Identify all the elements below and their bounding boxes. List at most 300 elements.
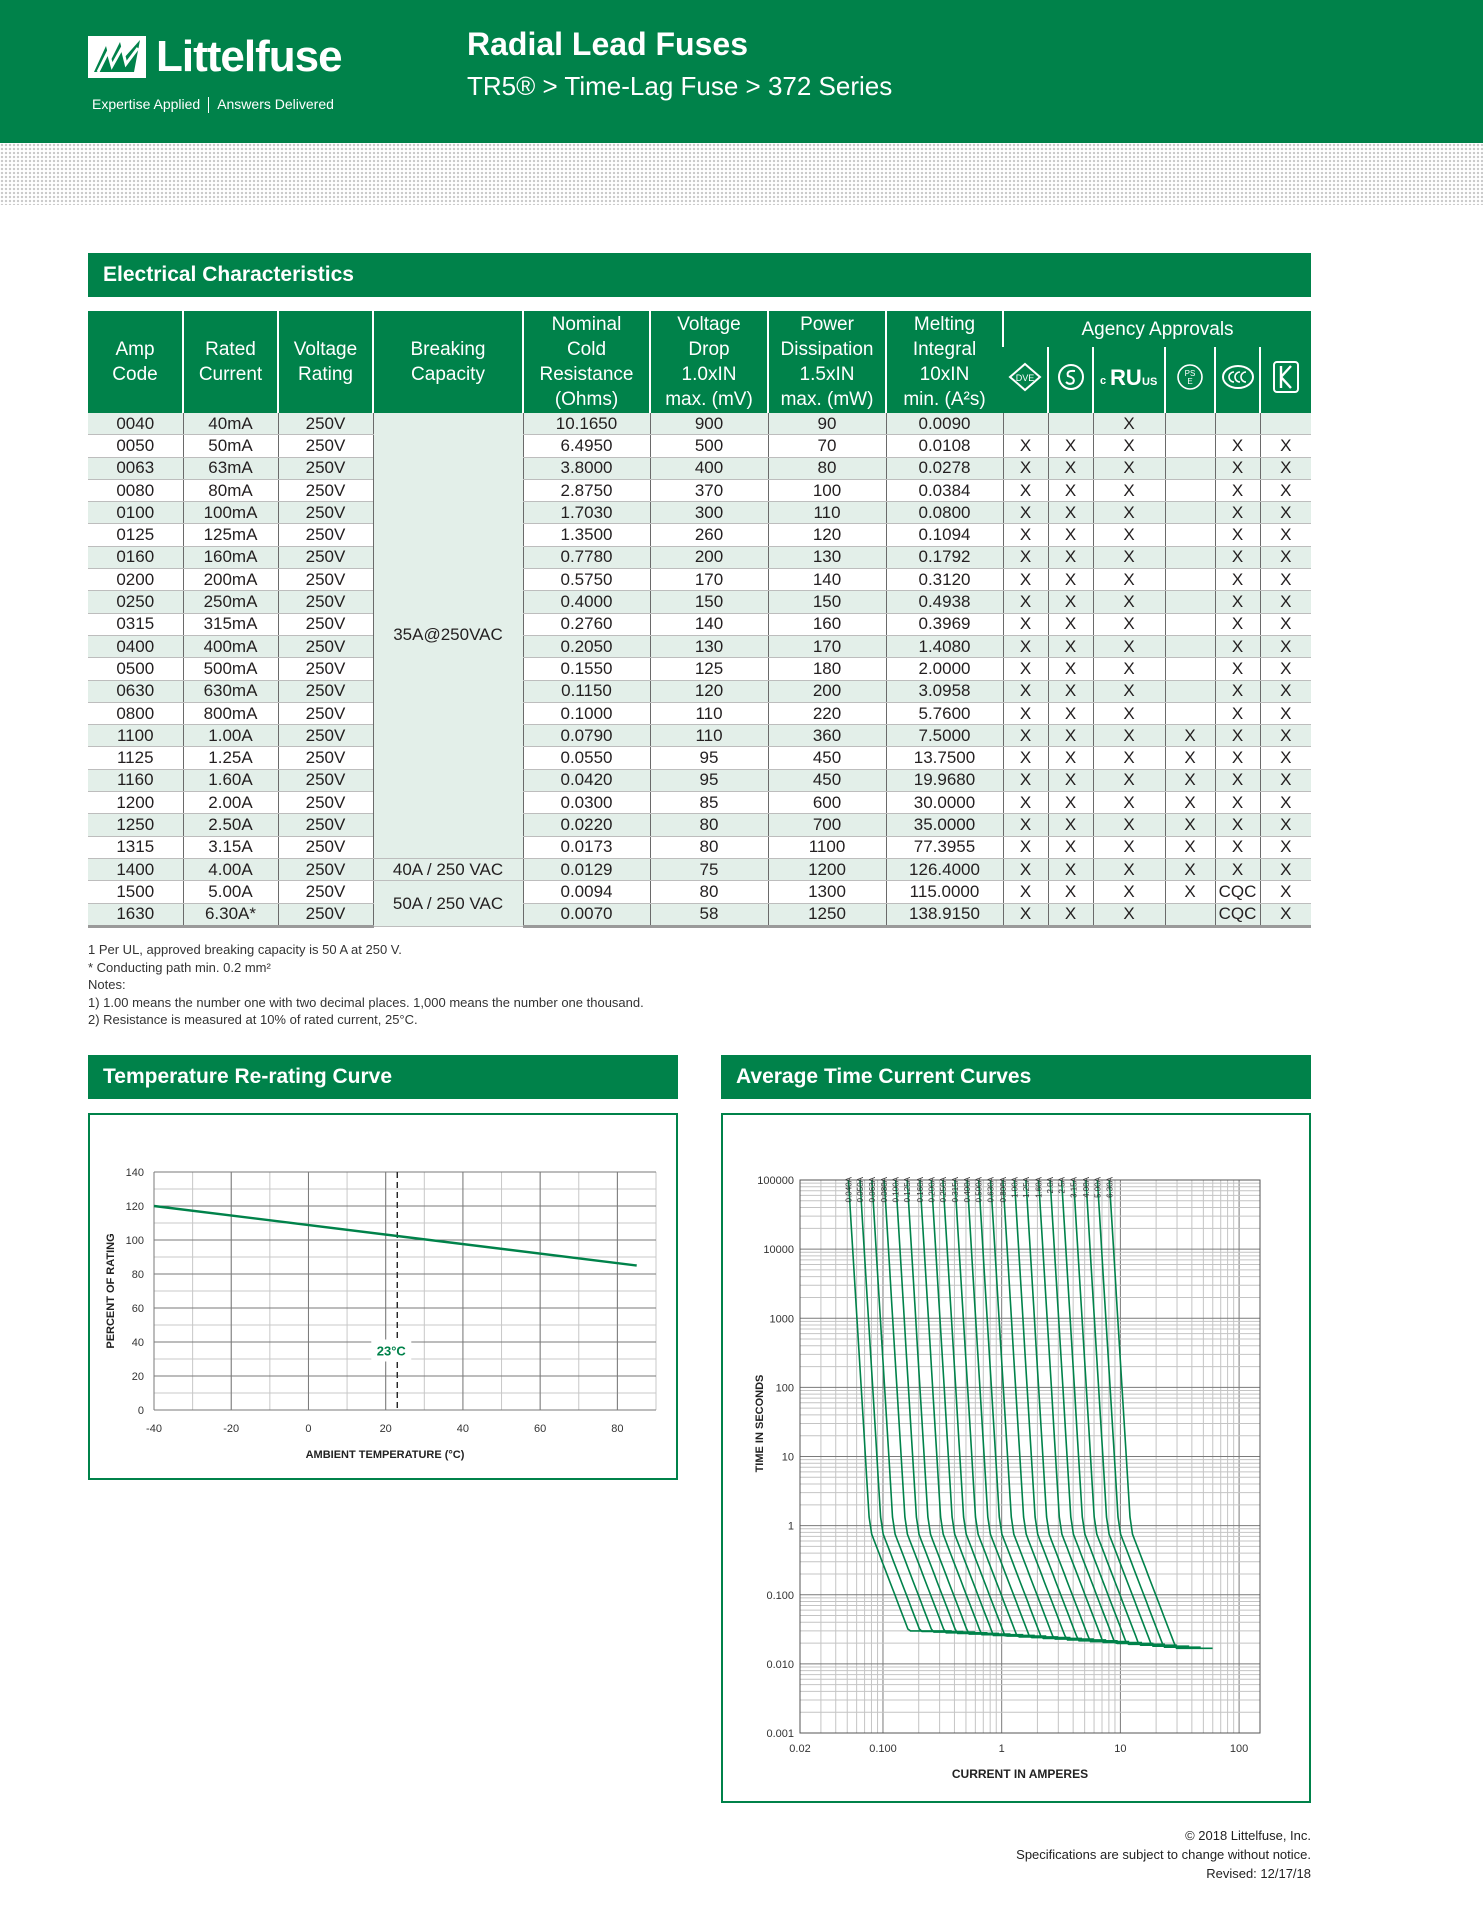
change-notice: Specifications are subject to change without notice.	[1016, 1847, 1311, 1862]
y-tick-label: 0	[137, 1405, 144, 1417]
approval-ccc-cell: X	[1215, 479, 1260, 501]
electrical-characteristics-table	[88, 311, 1311, 928]
rated-current-cell: 800mA	[183, 702, 278, 724]
voltage-rating-cell: 250V	[278, 413, 373, 435]
x-axis-label: AMBIENT TEMPERATURE (°C)	[305, 1449, 465, 1461]
amp-code-cell: 1200	[88, 792, 183, 814]
power-dissipation-cell: 130	[768, 546, 886, 568]
approval-semko-cell: X	[1048, 658, 1093, 680]
electrical-section-title: Electrical Characteristics	[88, 253, 1311, 297]
y-tick-label: 0.001	[766, 1728, 794, 1740]
voltage-drop-cell: 110	[650, 725, 768, 747]
rated-current-cell: 40mA	[183, 413, 278, 435]
voltage-rating-cell: 250V	[278, 635, 373, 657]
amp-code-cell: 1125	[88, 747, 183, 769]
approval-pse-cell	[1165, 524, 1215, 546]
amp-code-cell: 0400	[88, 635, 183, 657]
approval-semko-cell: X	[1048, 836, 1093, 858]
approval-ccc-cell: X	[1215, 792, 1260, 814]
voltage-drop-cell: 300	[650, 502, 768, 524]
time-current-chart-panel	[721, 1113, 1311, 1803]
approval-pse-cell	[1165, 903, 1215, 926]
rated-current-cell: 160mA	[183, 546, 278, 568]
approval-ccc-cell: CQC	[1215, 903, 1260, 926]
approval-pse-cell: X	[1165, 858, 1215, 880]
revised-date: Revised: 12/17/18	[1206, 1866, 1311, 1881]
approval-semko-cell: X	[1048, 635, 1093, 657]
approval-kc-cell: X	[1260, 635, 1311, 657]
power-dissipation-cell: 160	[768, 613, 886, 635]
footnote-2: * Conducting path min. 0.2 mm²	[88, 959, 271, 975]
approval-pse-cell: X	[1165, 725, 1215, 747]
power-dissipation-cell: 140	[768, 569, 886, 591]
power-dissipation-cell: 360	[768, 725, 886, 747]
table-row	[88, 903, 1311, 926]
approval-vde-cell: X	[1003, 457, 1048, 479]
voltage-drop-cell: 80	[650, 836, 768, 858]
approval-vde-cell: X	[1003, 680, 1048, 702]
ccc-icon	[1215, 347, 1260, 413]
amp-code-cell: 0200	[88, 569, 183, 591]
rated-current-cell: 2.50A	[183, 814, 278, 836]
table-row	[88, 613, 1311, 635]
power-dissipation-cell: 450	[768, 769, 886, 791]
approval-cul-cell: X	[1093, 502, 1165, 524]
approval-cul-cell: X	[1093, 680, 1165, 702]
approval-ccc-cell: X	[1215, 814, 1260, 836]
approval-vde-cell: X	[1003, 658, 1048, 680]
voltage-rating-cell: 250V	[278, 457, 373, 479]
approval-ccc-cell: X	[1215, 502, 1260, 524]
approval-cul-cell: X	[1093, 747, 1165, 769]
y-tick-label: 80	[131, 1269, 144, 1281]
approval-vde-cell: X	[1003, 814, 1048, 836]
approval-vde-cell: X	[1003, 591, 1048, 613]
amp-code-cell: 0040	[88, 413, 183, 435]
power-dissipation-cell: 120	[768, 524, 886, 546]
curve-rating-label: 0.040A	[844, 1177, 854, 1203]
approval-vde-cell: X	[1003, 435, 1048, 457]
curve-rating-label: 1.25A	[1021, 1177, 1031, 1198]
y-tick-label: 120	[125, 1201, 144, 1213]
littelfuse-logo-icon	[88, 36, 146, 78]
approval-pse-cell	[1165, 591, 1215, 613]
table-row	[88, 680, 1311, 702]
brand-name: Littelfuse	[156, 32, 342, 81]
amp-code-cell: 1250	[88, 814, 183, 836]
approval-ccc-cell: X	[1215, 569, 1260, 591]
power-dissipation-cell: 1250	[768, 903, 886, 926]
approval-cul-cell: X	[1093, 658, 1165, 680]
approval-cul-cell: X	[1093, 613, 1165, 635]
x-tick-label: 40	[456, 1423, 470, 1435]
x-tick-label: -40	[146, 1423, 162, 1435]
approval-ccc-cell: X	[1215, 635, 1260, 657]
melting-integral-cell: 19.9680	[886, 769, 1003, 791]
breaking-capacity-cell: 40A / 250 VAC	[373, 858, 523, 880]
y-tick-label: 20	[131, 1371, 144, 1383]
power-dissipation-cell: 170	[768, 635, 886, 657]
melting-integral-cell: 0.0278	[886, 457, 1003, 479]
approval-vde-cell: X	[1003, 858, 1048, 880]
header-breaking-capacity: Breaking Capacity	[373, 311, 523, 413]
y-tick-label: 10000	[763, 1244, 794, 1257]
approval-ccc-cell: X	[1215, 591, 1260, 613]
approval-cul-cell: X	[1093, 814, 1165, 836]
approval-kc-cell: X	[1260, 613, 1311, 635]
table-row	[88, 792, 1311, 814]
approval-vde-cell: X	[1003, 725, 1048, 747]
rated-current-cell: 50mA	[183, 435, 278, 457]
svg-text:DVE: DVE	[1015, 372, 1035, 383]
voltage-drop-cell: 200	[650, 546, 768, 568]
approval-cul-cell: X	[1093, 725, 1165, 747]
voltage-rating-cell: 250V	[278, 524, 373, 546]
approval-pse-cell	[1165, 658, 1215, 680]
page-header	[0, 0, 1483, 143]
x-tick-label: 0.100	[869, 1743, 897, 1755]
approval-pse-cell	[1165, 457, 1215, 479]
resistance-cell: 6.4950	[523, 435, 650, 457]
power-dissipation-cell: 1200	[768, 858, 886, 880]
table-row	[88, 546, 1311, 568]
approval-cul-cell: X	[1093, 792, 1165, 814]
approval-semko-cell: X	[1048, 479, 1093, 501]
power-dissipation-cell: 100	[768, 479, 886, 501]
melting-integral-cell: 35.0000	[886, 814, 1003, 836]
approval-pse-cell: X	[1165, 769, 1215, 791]
approval-kc-cell: X	[1260, 747, 1311, 769]
pse-icon	[1165, 347, 1215, 413]
approval-pse-cell: X	[1165, 792, 1215, 814]
resistance-cell: 0.1150	[523, 680, 650, 702]
curve-rating-label: 0.125A	[903, 1177, 913, 1203]
voltage-rating-cell: 250V	[278, 546, 373, 568]
voltage-rating-cell: 250V	[278, 725, 373, 747]
voltage-drop-cell: 110	[650, 702, 768, 724]
approval-vde-cell: X	[1003, 903, 1048, 926]
breaking-capacity-cell: 35A@250VAC	[373, 413, 523, 858]
x-tick-label: 80	[611, 1423, 624, 1435]
approval-vde-cell	[1003, 413, 1048, 435]
table-row	[88, 881, 1311, 903]
approval-semko-cell: X	[1048, 613, 1093, 635]
table-row	[88, 658, 1311, 680]
x-tick-label: 1	[998, 1743, 1005, 1755]
curve-rating-label: 1.00A	[1010, 1177, 1020, 1198]
amp-code-cell: 0080	[88, 479, 183, 501]
approval-cul-cell: X	[1093, 457, 1165, 479]
resistance-cell: 1.3500	[523, 524, 650, 546]
rated-current-cell: 630mA	[183, 680, 278, 702]
x-tick-label: 10	[1114, 1743, 1127, 1755]
header-rated-current: Rated Current	[183, 311, 278, 413]
table-row	[88, 457, 1311, 479]
resistance-cell: 0.1000	[523, 702, 650, 724]
resistance-cell: 0.0070	[523, 903, 650, 926]
approval-vde-cell: X	[1003, 769, 1048, 791]
voltage-drop-cell: 95	[650, 747, 768, 769]
voltage-drop-cell: 400	[650, 457, 768, 479]
annotation-label: 23°C	[376, 1343, 406, 1359]
approval-pse-cell	[1165, 680, 1215, 702]
power-dissipation-cell: 1300	[768, 881, 886, 903]
table-row	[88, 479, 1311, 501]
approval-vde-cell: X	[1003, 792, 1048, 814]
resistance-cell: 0.7780	[523, 546, 650, 568]
rated-current-cell: 125mA	[183, 524, 278, 546]
approval-semko-cell: X	[1048, 591, 1093, 613]
x-tick-label: 60	[534, 1423, 547, 1435]
power-dissipation-cell: 450	[768, 747, 886, 769]
approval-vde-cell: X	[1003, 524, 1048, 546]
x-tick-label: 0	[305, 1423, 312, 1435]
resistance-cell: 2.8750	[523, 479, 650, 501]
amp-code-cell: 0630	[88, 680, 183, 702]
voltage-drop-cell: 125	[650, 658, 768, 680]
melting-integral-cell: 0.0384	[886, 479, 1003, 501]
resistance-cell: 0.0300	[523, 792, 650, 814]
approval-semko-cell: X	[1048, 725, 1093, 747]
header-voltage-drop: Voltage Drop 1.0xIN max. (mV)	[650, 311, 768, 413]
curve-rating-label: 3.15A	[1069, 1177, 1079, 1198]
approval-vde-cell: X	[1003, 613, 1048, 635]
note-1: 1) 1.00 means the number one with two decimal places. 1,000 means the number one thousand.	[88, 994, 644, 1010]
voltage-rating-cell: 250V	[278, 613, 373, 635]
power-dissipation-cell: 150	[768, 591, 886, 613]
approval-ccc-cell: X	[1215, 680, 1260, 702]
rated-current-cell: 1.00A	[183, 725, 278, 747]
curve-rating-label: 0.250A	[938, 1177, 948, 1203]
resistance-cell: 0.0173	[523, 836, 650, 858]
voltage-drop-cell: 170	[650, 569, 768, 591]
voltage-rating-cell: 250V	[278, 435, 373, 457]
resistance-cell: 1.7030	[523, 502, 650, 524]
curve-rating-label: 0.800A	[998, 1177, 1008, 1203]
voltage-rating-cell: 250V	[278, 881, 373, 903]
table-row	[88, 747, 1311, 769]
melting-integral-cell: 0.1094	[886, 524, 1003, 546]
table-row	[88, 502, 1311, 524]
y-tick-label: 10	[781, 1451, 794, 1464]
curve-rating-label: 0.500A	[974, 1177, 984, 1203]
vde-icon	[1003, 347, 1048, 413]
approval-kc-cell	[1260, 413, 1311, 435]
curve-rating-label: 2.5A	[1057, 1177, 1067, 1194]
resistance-cell: 0.4000	[523, 591, 650, 613]
approval-semko-cell: X	[1048, 680, 1093, 702]
resistance-cell: 0.2760	[523, 613, 650, 635]
approval-kc-cell: X	[1260, 881, 1311, 903]
melting-integral-cell: 0.1792	[886, 546, 1003, 568]
approval-semko-cell: X	[1048, 546, 1093, 568]
table-row	[88, 836, 1311, 858]
approval-pse-cell	[1165, 702, 1215, 724]
rated-current-cell: 250mA	[183, 591, 278, 613]
approval-pse-cell: X	[1165, 814, 1215, 836]
breaking-capacity-cell: 50A / 250 VAC	[373, 881, 523, 927]
resistance-cell: 0.5750	[523, 569, 650, 591]
notes-heading: Notes:	[88, 977, 126, 993]
approval-kc-cell: X	[1260, 502, 1311, 524]
x-tick-label: -20	[223, 1423, 240, 1435]
y-tick-label: 60	[131, 1303, 144, 1315]
rated-current-cell: 6.30A*	[183, 903, 278, 926]
approval-pse-cell	[1165, 546, 1215, 568]
rated-current-cell: 1.60A	[183, 769, 278, 791]
y-axis-label: PERCENT OF RATING	[105, 1233, 117, 1349]
temperature-chart-panel	[88, 1113, 678, 1480]
resistance-cell: 0.0220	[523, 814, 650, 836]
curve-rating-label: 0.400A	[963, 1177, 973, 1203]
approval-kc-cell: X	[1260, 479, 1311, 501]
melting-integral-cell: 138.9150	[886, 903, 1003, 926]
amp-code-cell: 0800	[88, 702, 183, 724]
voltage-rating-cell: 250V	[278, 836, 373, 858]
curve-rating-label: 0.630A	[986, 1177, 996, 1203]
rated-current-cell: 200mA	[183, 569, 278, 591]
voltage-rating-cell: 250V	[278, 569, 373, 591]
approval-pse-cell: X	[1165, 747, 1215, 769]
temperature-rerating-chart	[90, 1115, 676, 1478]
voltage-drop-cell: 75	[650, 858, 768, 880]
voltage-drop-cell: 370	[650, 479, 768, 501]
voltage-rating-cell: 250V	[278, 591, 373, 613]
approval-kc-cell: X	[1260, 591, 1311, 613]
approval-vde-cell: X	[1003, 702, 1048, 724]
curve-rating-label: 5.00A	[1093, 1177, 1103, 1198]
approval-ccc-cell: X	[1215, 858, 1260, 880]
approval-ccc-cell: X	[1215, 702, 1260, 724]
power-dissipation-cell: 700	[768, 814, 886, 836]
curve-rating-label: 0.080A	[880, 1177, 890, 1203]
y-axis-label: TIME IN SECONDS	[754, 1374, 766, 1473]
header-melting-integral: Melting Integral 10xIN min. (A²s)	[886, 311, 1003, 413]
approval-pse-cell: X	[1165, 881, 1215, 903]
curve-rating-label: 0.160A	[915, 1177, 925, 1203]
rated-current-cell: 4.00A	[183, 858, 278, 880]
amp-code-cell: 0250	[88, 591, 183, 613]
approval-cul-cell: X	[1093, 769, 1165, 791]
power-dissipation-cell: 220	[768, 702, 886, 724]
semko-icon	[1048, 347, 1093, 413]
melting-integral-cell: 77.3955	[886, 836, 1003, 858]
melting-integral-cell: 3.0958	[886, 680, 1003, 702]
resistance-cell: 10.1650	[523, 413, 650, 435]
x-tick-label: 100	[1229, 1743, 1249, 1755]
approval-ccc-cell: X	[1215, 613, 1260, 635]
tagline-right: Answers Delivered	[217, 96, 334, 112]
time-current-curve-6.30A	[1109, 1180, 1212, 1648]
amp-code-cell: 1315	[88, 836, 183, 858]
rated-current-cell: 2.00A	[183, 792, 278, 814]
table-row	[88, 725, 1311, 747]
approval-cul-cell: X	[1093, 591, 1165, 613]
document-breadcrumb: TR5® > Time-Lag Fuse > 372 Series	[467, 71, 893, 101]
svg-text:US: US	[1142, 375, 1158, 388]
approval-ccc-cell: X	[1215, 524, 1260, 546]
curve-rating-label: 2.0A	[1046, 1177, 1056, 1194]
header-resistance: Nominal Cold Resistance (Ohms)	[523, 311, 650, 413]
approval-ccc-cell: X	[1215, 747, 1260, 769]
temperature-section-title: Temperature Re-rating Curve	[88, 1055, 678, 1099]
power-dissipation-cell: 70	[768, 435, 886, 457]
y-tick-label: 100	[125, 1235, 144, 1247]
resistance-cell: 0.0094	[523, 881, 650, 903]
curve-rating-label: 4.00A	[1081, 1177, 1091, 1198]
power-dissipation-cell: 1100	[768, 836, 886, 858]
resistance-cell: 0.0420	[523, 769, 650, 791]
time-current-section-title: Average Time Current Curves	[721, 1055, 1311, 1099]
tagline	[92, 96, 334, 113]
footnote-1: 1 Per UL, approved breaking capacity is 50 A at 250 V.	[88, 942, 402, 957]
approval-vde-cell: X	[1003, 546, 1048, 568]
melting-integral-cell: 0.0108	[886, 435, 1003, 457]
header-amp-code: Amp Code	[88, 311, 183, 413]
voltage-drop-cell: 58	[650, 903, 768, 926]
melting-integral-cell: 13.7500	[886, 747, 1003, 769]
resistance-cell: 0.1550	[523, 658, 650, 680]
approval-ccc-cell: X	[1215, 725, 1260, 747]
approval-cul-cell: X	[1093, 524, 1165, 546]
approval-semko-cell: X	[1048, 903, 1093, 926]
power-dissipation-cell: 600	[768, 792, 886, 814]
approval-semko-cell: X	[1048, 457, 1093, 479]
svg-text:RU: RU	[1110, 364, 1142, 390]
table-row	[88, 524, 1311, 546]
amp-code-cell: 0500	[88, 658, 183, 680]
amp-code-cell: 0050	[88, 435, 183, 457]
resistance-cell: 0.0790	[523, 725, 650, 747]
approval-vde-cell: X	[1003, 881, 1048, 903]
power-dissipation-cell: 200	[768, 680, 886, 702]
approval-vde-cell: X	[1003, 479, 1048, 501]
amp-code-cell: 0100	[88, 502, 183, 524]
y-tick-label: 140	[125, 1167, 144, 1179]
amp-code-cell: 0315	[88, 613, 183, 635]
approval-ccc-cell: X	[1215, 435, 1260, 457]
approval-ccc-cell: X	[1215, 546, 1260, 568]
table-row	[88, 591, 1311, 613]
header-voltage-rating: Voltage Rating	[278, 311, 373, 413]
voltage-drop-cell: 260	[650, 524, 768, 546]
approval-cul-cell: X	[1093, 903, 1165, 926]
y-tick-label: 1	[787, 1520, 794, 1533]
approval-ccc-cell: X	[1215, 658, 1260, 680]
power-dissipation-cell: 110	[768, 502, 886, 524]
approval-pse-cell	[1165, 502, 1215, 524]
rated-current-cell: 315mA	[183, 613, 278, 635]
melting-integral-cell: 126.4000	[886, 858, 1003, 880]
resistance-cell: 3.8000	[523, 457, 650, 479]
rated-current-cell: 63mA	[183, 457, 278, 479]
approval-semko-cell: X	[1048, 858, 1093, 880]
amp-code-cell: 0125	[88, 524, 183, 546]
tagline-left: Expertise Applied	[92, 96, 201, 112]
x-tick-label: 20	[379, 1423, 392, 1435]
amp-code-cell: 1100	[88, 725, 183, 747]
rated-current-cell: 5.00A	[183, 881, 278, 903]
voltage-rating-cell: 250V	[278, 479, 373, 501]
melting-integral-cell: 5.7600	[886, 702, 1003, 724]
voltage-drop-cell: 150	[650, 591, 768, 613]
approval-pse-cell	[1165, 613, 1215, 635]
copyright: © 2018 Littelfuse, Inc.	[1185, 1828, 1311, 1843]
approval-pse-cell	[1165, 635, 1215, 657]
approval-kc-cell: X	[1260, 546, 1311, 568]
approval-vde-cell: X	[1003, 747, 1048, 769]
resistance-cell: 0.2050	[523, 635, 650, 657]
